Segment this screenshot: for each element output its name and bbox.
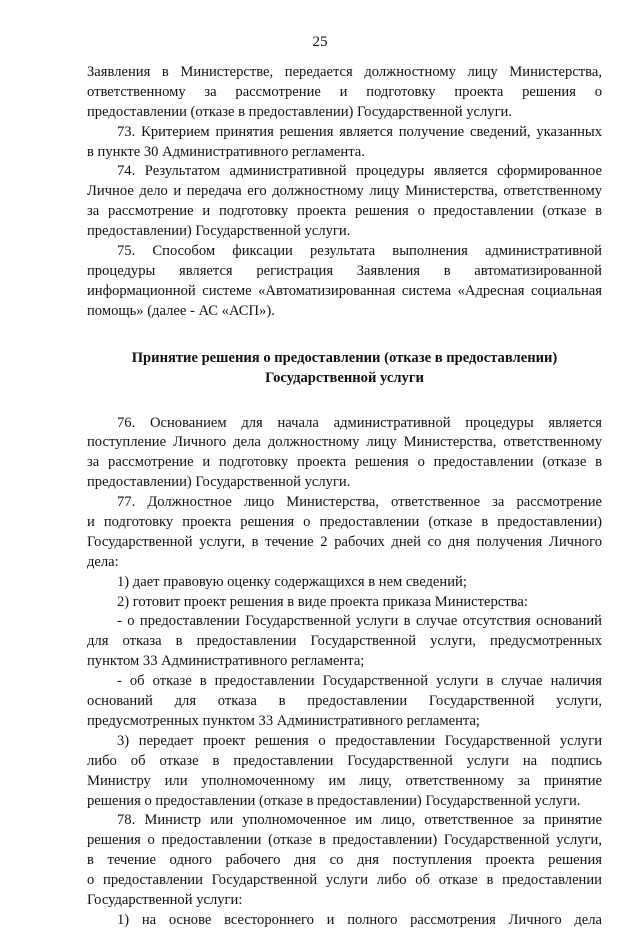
text-line: в пункте 30 Административного регламента. xyxy=(87,143,365,160)
text-line: 1) на основе всестороннего и полного рассмотрения Личного дела xyxy=(117,911,602,928)
text-line: 2) готовит проект решения в виде проекта приказа Министерства: xyxy=(117,593,528,610)
section-heading: Государственной услуги xyxy=(265,369,424,386)
text-line: решения о предоставлении (отказе в предоставлении) Государственной услуги, xyxy=(87,832,602,849)
text-line: 3) передает проект решения о предоставлении Государственной услуги xyxy=(117,732,602,749)
text-line: помощь» (далее - АС «АСП»). xyxy=(87,302,275,319)
text-line: ответственному за рассмотрение и подготовку проекта решения о xyxy=(87,83,602,100)
text-line: либо об отказе в предоставлении Государственной услуги на подпись xyxy=(87,752,602,769)
text-line: поступление Личного дела должностному лицу Министерства, ответственному xyxy=(87,434,602,451)
document-body xyxy=(87,63,602,931)
text-line: предусмотренных пунктом 33 Административного регламента; xyxy=(87,712,480,729)
text-line: предоставлении) Государственной услуги. xyxy=(87,223,351,240)
text-line: 75. Способом фиксации результата выполнения административной xyxy=(117,243,602,260)
section-heading: Принятие решения о предоставлении (отказе в предоставлении) xyxy=(131,349,558,366)
text-line: 76. Основанием для начала административной процедуры является xyxy=(117,414,602,431)
text-line: процедуры является регистрация Заявления в автоматизированной xyxy=(87,262,602,279)
text-line: о предоставлении Государственной услуги либо об отказе в предоставлении xyxy=(87,872,602,889)
text-line: для отказа в предоставлении Государственной услуги, предусмотренных xyxy=(87,633,602,650)
text-line: решения о предоставлении (отказе в предоставлении) Государственной услуги. xyxy=(87,792,581,809)
text-line: Заявления в Министерстве, передается должностному лицу Министерства, xyxy=(87,64,602,80)
text-line: и подготовку проекта решения о предоставлении (отказе в предоставлении) xyxy=(87,514,602,531)
text-line: дела: xyxy=(87,553,119,570)
text-line: 74. Результатом административной процедуры является сформированное xyxy=(117,163,602,180)
text-line: Министру или уполномоченному им лицу, ответственному за принятие xyxy=(87,772,602,789)
text-line: Государственной услуги, в течение 2 рабочих дней со дня получения Личного xyxy=(87,533,602,550)
text-line: Личное дело и передача его должностному лицу Министерства, ответственному xyxy=(87,183,602,200)
text-line: Государственной услуги: xyxy=(87,891,243,908)
text-line: 78. Министр или уполномоченное им лицо, ответственное за принятие xyxy=(117,812,602,829)
text-line: 1) дает правовую оценку содержащихся в нем сведений; xyxy=(117,573,467,590)
text-line: предоставлении (отказе в предоставлении) Государственной услуги. xyxy=(87,103,513,120)
text-line: - о предоставлении Государственной услуги в случае отсутствия оснований xyxy=(117,613,602,630)
text-line: за рассмотрение и подготовку проекта решения о предоставлении (отказе в xyxy=(87,454,602,471)
text-line: 77. Должностное лицо Министерства, ответственное за рассмотрение xyxy=(117,494,602,511)
text-line: предоставлении) Государственной услуги. xyxy=(87,474,351,491)
text-line: в течение одного рабочего дня со дня поступления проекта решения xyxy=(87,852,602,869)
text-line: - об отказе в предоставлении Государственной услуги в случае наличия xyxy=(117,673,602,690)
text-line: информационной системе «Автоматизированная система «Адресная социальная xyxy=(87,282,602,299)
text-line: оснований для отказа в предоставлении Государственной услуги, xyxy=(87,693,602,710)
text-line: 73. Критерием принятия решения является получение сведений, указанных xyxy=(117,123,602,140)
text-line: пунктом 33 Административного регламента; xyxy=(87,653,365,670)
page-number: 25 xyxy=(312,34,328,50)
text-line: за рассмотрение и подготовку проекта решения о предоставлении (отказе в xyxy=(87,203,602,220)
